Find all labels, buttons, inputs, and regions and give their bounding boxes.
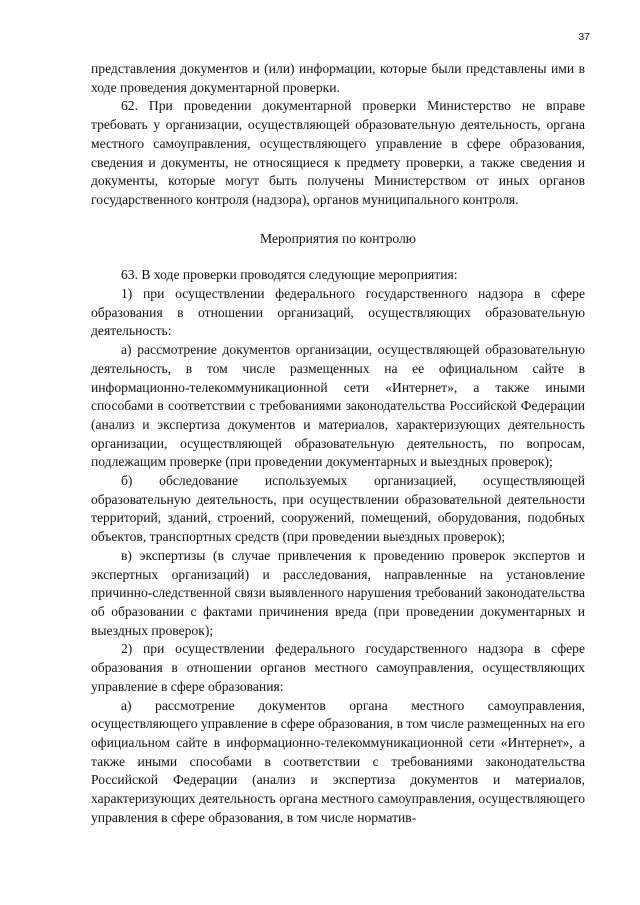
- document-body: [91, 60, 585, 827]
- paragraph-continuation: представления документов и (или) информации, которые были представлены ими в ходе проведения документарной проверки.: [91, 61, 585, 95]
- paragraph-63-item-2: 2) при осуществлении федерального государственного надзора в сфере образования в отношении органов местного самоуправления, осуществляющих управление в сфере образования:: [91, 641, 585, 694]
- paragraph-63-item-1-b: б) обследование используемых организацией, осуществляющей образовательную деятельность, при осуществлении образовательной деятельности территорий, зданий, строений, сооружений, помещений, оборудования, подобных объектов, транспортных средств (при проведении выездных проверок);: [91, 473, 585, 545]
- paragraph-63-item-1: 1) при осуществлении федерального государственного надзора в сфере образования в отношении организаций, осуществляющих образовательную деятельность:: [91, 286, 585, 339]
- page-number: 37: [578, 31, 590, 43]
- paragraph-63-item-2-a: а) рассмотрение документов органа местного самоуправления, осуществляющего управление в сфере образования, в том числе размещенных на его официальном сайте в информационно-телекоммуникационной сети «Интернет», а также иными способами в соответствии с требованиями законодательства Российской Федерации (анализ и экспертиза документов и материалов, характеризующих деятельность органа местного самоуправления, осуществляющего управления в сфере образования, в том числе норматив-: [91, 697, 585, 825]
- paragraph-62: 62. При проведении документарной проверки Министерство не вправе требовать у организации, осуществляющей образовательную деятельность, органа местного самоуправления, осуществляющего управление в сфере образования, сведения и документы, не относящиеся к предмету проверки, а также сведения и документы, которые могут быть получены Министерством от иных органов государственного контроля (надзора), органов муниципального контроля.: [91, 98, 585, 207]
- paragraph-63-item-1-c: в) экспертизы (в случае привлечения к проведению проверок экспертов и экспертных организаций) и расследования, направленные на установление причинно-следственной связи выявленного нарушения требований законодательства об образовании с фактами причинения вреда (при проведении документарных и выездных проверок);: [91, 547, 585, 638]
- paragraph-63: 63. В ходе проверки проводятся следующие мероприятия:: [121, 267, 458, 283]
- paragraph-63-item-1-a: а) рассмотрение документов организации, осуществляющей образовательную деятельность, в том числе размещенных на ее официальном сайте в информационно-телекоммуникационной сети «Интернет», а также иными способами в соответствии с требованиями законодательства Российской Федерации (анализ и экспертиза документов и материалов, характеризующих деятельность организации, осуществляющей образовательную деятельность, по вопросам, подлежащим проверке (при проведении документарных и выездных проверок);: [91, 342, 585, 470]
- section-heading: Мероприятия по контролю: [260, 230, 416, 246]
